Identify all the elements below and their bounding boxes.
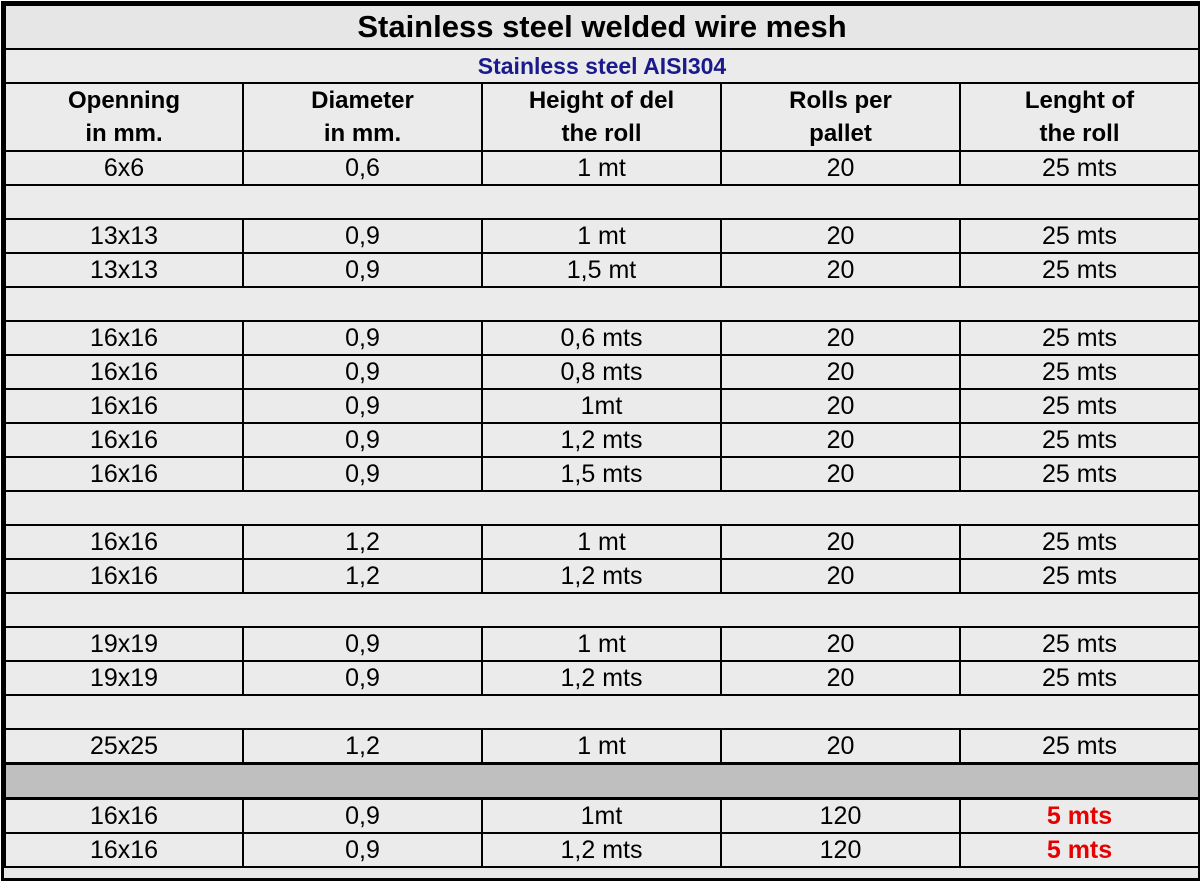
cell-length: 25 mts (960, 729, 1199, 764)
cell-opening: 13x13 (5, 253, 243, 287)
table-row (5, 355, 1199, 389)
table-row (5, 457, 1199, 491)
cell-length: 25 mts (960, 151, 1199, 185)
cell-rolls: 20 (721, 525, 960, 559)
cell-length: 25 mts (960, 321, 1199, 355)
header-height: Height of del the roll (482, 83, 721, 151)
cell-diameter: 1,2 (243, 729, 482, 764)
cell-diameter: 0,9 (243, 253, 482, 287)
cell-height: 1 mt (482, 729, 721, 764)
table-row (5, 833, 1199, 867)
cell-opening: 16x16 (5, 799, 243, 834)
table-row (5, 423, 1199, 457)
cell-length: 25 mts (960, 389, 1199, 423)
header-row (5, 83, 1199, 151)
table-row (5, 559, 1199, 593)
spacer-row (5, 593, 1199, 627)
cell-opening: 16x16 (5, 321, 243, 355)
cell-length: 25 mts (960, 559, 1199, 593)
cell-rolls: 20 (721, 661, 960, 695)
cell-height: 1,2 mts (482, 661, 721, 695)
table-row (5, 661, 1199, 695)
cell-opening: 16x16 (5, 457, 243, 491)
table-row (5, 151, 1199, 185)
cell-diameter: 0,9 (243, 457, 482, 491)
cell-diameter: 0,6 (243, 151, 482, 185)
cell-length: 25 mts (960, 525, 1199, 559)
cell-opening: 13x13 (5, 219, 243, 253)
header-diameter: Diameter in mm. (243, 83, 482, 151)
wire-mesh-table (4, 4, 1200, 868)
cell-rolls: 120 (721, 799, 960, 834)
cell-length: 25 mts (960, 661, 1199, 695)
cell-diameter: 0,9 (243, 627, 482, 661)
table-row (5, 219, 1199, 253)
cell-rolls: 20 (721, 321, 960, 355)
cell-opening: 16x16 (5, 423, 243, 457)
cell-length-highlight: 5 mts (960, 833, 1199, 867)
cell-rolls: 20 (721, 559, 960, 593)
cell-opening: 16x16 (5, 559, 243, 593)
cell-height: 1,5 mts (482, 457, 721, 491)
cell-rolls: 20 (721, 627, 960, 661)
cell-length-highlight: 5 mts (960, 799, 1199, 834)
spacer-row (5, 185, 1199, 219)
table-row (5, 627, 1199, 661)
cell-rolls: 20 (721, 253, 960, 287)
cell-opening: 19x19 (5, 627, 243, 661)
cell-diameter: 0,9 (243, 661, 482, 695)
cell-rolls: 20 (721, 219, 960, 253)
cell-diameter: 1,2 (243, 525, 482, 559)
price-table-frame (1, 1, 1200, 881)
cell-rolls: 120 (721, 833, 960, 867)
cell-opening: 16x16 (5, 525, 243, 559)
cell-rolls: 20 (721, 729, 960, 764)
cell-length: 25 mts (960, 253, 1199, 287)
table-row (5, 389, 1199, 423)
cell-diameter: 0,9 (243, 321, 482, 355)
cell-length: 25 mts (960, 423, 1199, 457)
cell-rolls: 20 (721, 355, 960, 389)
cell-rolls: 20 (721, 423, 960, 457)
cell-opening: 25x25 (5, 729, 243, 764)
spacer-row (5, 287, 1199, 321)
table-row (5, 321, 1199, 355)
header-rolls: Rolls per pallet (721, 83, 960, 151)
cell-rolls: 20 (721, 457, 960, 491)
cell-diameter: 0,9 (243, 219, 482, 253)
cell-height: 1 mt (482, 525, 721, 559)
cell-height: 1,2 mts (482, 423, 721, 457)
cell-diameter: 0,9 (243, 423, 482, 457)
cell-opening: 19x19 (5, 661, 243, 695)
cell-height: 1,2 mts (482, 559, 721, 593)
cell-length: 25 mts (960, 457, 1199, 491)
cell-length: 25 mts (960, 627, 1199, 661)
header-opening: Openning in mm. (5, 83, 243, 151)
cell-diameter: 0,9 (243, 355, 482, 389)
cell-rolls: 20 (721, 151, 960, 185)
table-row (5, 253, 1199, 287)
cell-height: 1mt (482, 799, 721, 834)
table-subtitle: Stainless steel AISI304 (5, 49, 1199, 83)
cell-height: 1 mt (482, 627, 721, 661)
cell-opening: 6x6 (5, 151, 243, 185)
cell-length: 25 mts (960, 355, 1199, 389)
cell-opening: 16x16 (5, 833, 243, 867)
cell-opening: 16x16 (5, 389, 243, 423)
section-divider (5, 764, 1199, 799)
cell-height: 0,6 mts (482, 321, 721, 355)
spacer-row (5, 491, 1199, 525)
table-row (5, 799, 1199, 834)
cell-height: 0,8 mts (482, 355, 721, 389)
cell-height: 1 mt (482, 151, 721, 185)
table-title: Stainless steel welded wire mesh (5, 5, 1199, 49)
table-row (5, 729, 1199, 764)
cell-length: 25 mts (960, 219, 1199, 253)
cell-diameter: 0,9 (243, 389, 482, 423)
cell-height: 1,2 mts (482, 833, 721, 867)
cell-height: 1 mt (482, 219, 721, 253)
cell-diameter: 0,9 (243, 799, 482, 834)
table-row (5, 525, 1199, 559)
cell-height: 1mt (482, 389, 721, 423)
cell-diameter: 0,9 (243, 833, 482, 867)
cell-diameter: 1,2 (243, 559, 482, 593)
cell-height: 1,5 mt (482, 253, 721, 287)
spacer-row (5, 695, 1199, 729)
cell-rolls: 20 (721, 389, 960, 423)
cell-opening: 16x16 (5, 355, 243, 389)
header-length: Lenght of the roll (960, 83, 1199, 151)
